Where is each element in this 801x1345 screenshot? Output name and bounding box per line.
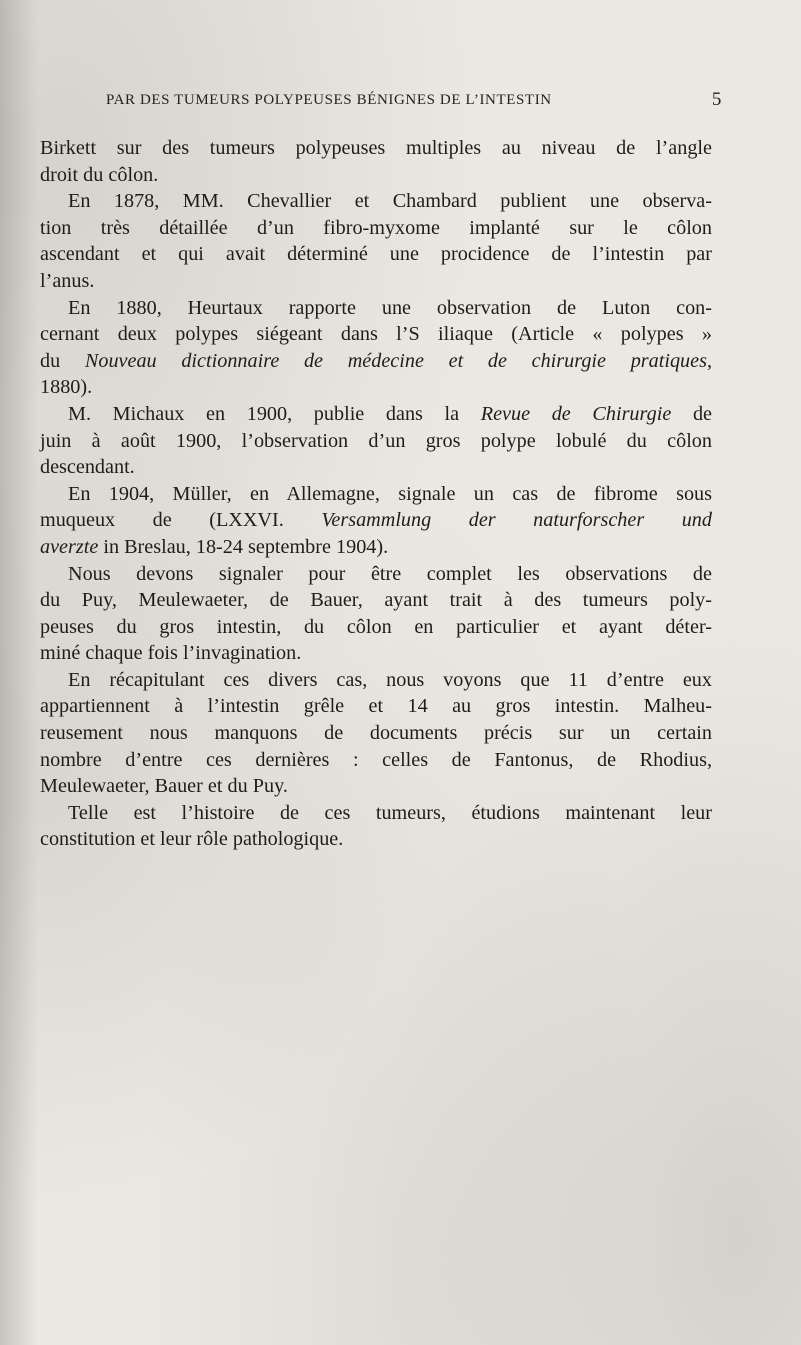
page-number: 5	[711, 89, 722, 110]
italic-title: Revue de Chirurgie	[480, 402, 672, 425]
text-line: Meulewaeter, Bauer et du Puy.	[40, 775, 288, 798]
italic-title: averzte	[40, 535, 99, 558]
running-header	[106, 89, 722, 116]
text-line: En 1878, MM. Chevallier et Chambard publient une observa-	[68, 190, 712, 213]
text-line	[40, 348, 712, 375]
text-line: droit du côlon.	[40, 163, 159, 186]
text-line: Nous devons signaler pour être complet les observations de	[68, 562, 712, 585]
text-segment: in Breslau, 18-24 septembre 1904).	[98, 535, 389, 558]
text-segment: muqueux de (LXXVI.	[40, 509, 322, 532]
italic-title: Versammlung der naturforscher und	[321, 509, 712, 532]
running-title: PAR DES TUMEURS POLYPEUSES BÉNIGNES DE L’INTESTIN	[106, 92, 552, 108]
text-line: cernant deux polypes siégeant dans l’S iliaque (Article « polypes »	[40, 323, 712, 346]
text-line: appartiennent à l’intestin grêle et 14 au gros intestin. Malheu-	[40, 695, 712, 718]
text-line: ascendant et qui avait déterminé une procidence de l’intestin par	[40, 243, 712, 266]
text-line: peuses du gros intestin, du côlon en particulier et ayant déter-	[40, 615, 712, 638]
text-line: Telle est l’histoire de ces tumeurs, étudions maintenant leur	[68, 801, 712, 824]
text-line: miné chaque fois l’invagination.	[40, 642, 302, 665]
text-line	[40, 534, 712, 561]
text-line: du Puy, Meulewaeter, de Bauer, ayant trait à des tumeurs poly-	[40, 589, 712, 612]
text-segment: du	[40, 349, 85, 372]
text-line	[40, 401, 712, 428]
text-segment: de	[671, 402, 712, 425]
text-line	[40, 507, 712, 534]
text-line: nombre d’entre ces dernières : celles de Fantonus, de Rhodius,	[40, 748, 712, 771]
page-edge-shadow	[0, 0, 38, 1345]
text-line: En 1904, Müller, en Allemagne, signale un cas de fibrome sous	[68, 482, 712, 505]
text-line: reusement nous manquons de documents précis sur un certain	[40, 722, 712, 745]
text-line: constitution et leur rôle pathologique.	[40, 828, 344, 851]
text-segment: M. Michaux en 1900, publie dans la	[68, 402, 481, 425]
text-line: descendant.	[40, 456, 135, 479]
text-line: En 1880, Heurtaux rapporte une observation de Luton con-	[68, 296, 712, 319]
text-segment: ,	[706, 349, 713, 372]
text-line: Birkett sur des tumeurs polypeuses multiples au niveau de l’angle	[40, 137, 712, 159]
text-line: tion très détaillée d’un fibro-myxome implanté sur le côlon	[40, 216, 712, 239]
text-line: juin à août 1900, l’observation d’un gros polype lobulé du côlon	[40, 429, 712, 452]
text-line: En récapitulant ces divers cas, nous voyons que 11 d’entre eux	[68, 668, 712, 691]
text-line: l’anus.	[40, 269, 95, 292]
italic-title: Nouveau dictionnaire de médecine et de chirurgie pratiques	[84, 349, 707, 372]
body-text	[40, 135, 712, 853]
text-line: 1880).	[40, 376, 93, 399]
